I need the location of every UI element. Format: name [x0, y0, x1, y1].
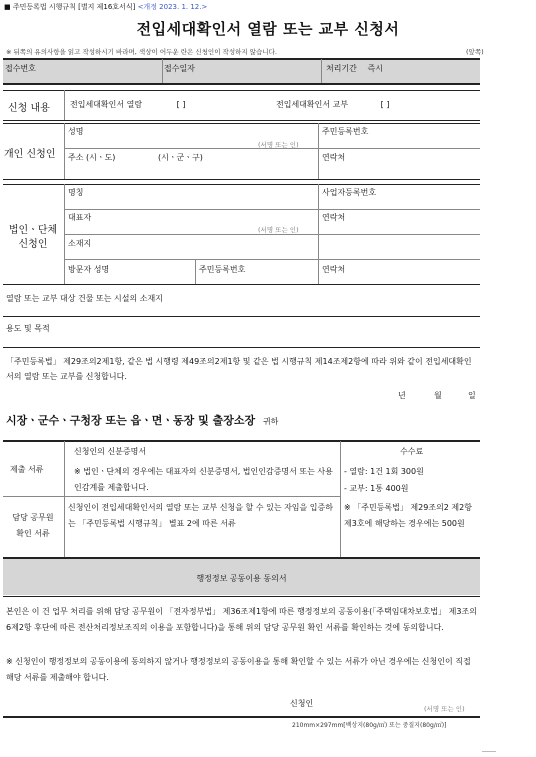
verify-docs-text: 신청인이 전입세대확인서의 열람 또는 교부 신청을 할 수 있는 자임을 입증하는 「주민등록법 시행규칙」 별표 2에 따른 서류	[68, 503, 333, 528]
corporation-sign-hint: (서명 또는 인)	[258, 226, 299, 234]
date-year[interactable]: 년	[398, 391, 406, 400]
page-marker: (앞쪽)	[466, 48, 484, 56]
form-reference: ■ 주민등록법 시행규칙 [별지 제16호서식] <개정 2023. 1. 12.>	[4, 3, 208, 11]
request-view-option[interactable]: 전입세대확인서 열람 [ ]	[70, 100, 186, 109]
view-checkbox[interactable]: [ ]	[176, 100, 186, 109]
individual-name-field[interactable]: 성명	[68, 127, 84, 136]
verify-docs-label: 담당 공무원 확인 서류	[12, 513, 54, 538]
consent-note: ※ 신청인이 행정정보의 공동이용에 동의하지 않거나 행정정보의 공동이용을 통해 확인할 수 있는 서류가 아닌 경우에는 신청인이 직접 해당 서류를 제출해야 합니다.	[6, 657, 471, 682]
addressee: 시장ㆍ군수ㆍ구청장 또는 읍ㆍ면ㆍ동장 및 출장소장 귀하	[6, 414, 279, 427]
corporation-applicant-label: 법인ㆍ단체 신청인	[8, 225, 58, 250]
visitor-contact-field[interactable]: 연락처	[322, 265, 346, 274]
submit-doc-note: ※ 법인ㆍ단체의 경우에는 대표자의 신분증명서, 법인인감증명서 또는 사용인감계를 제출합니다.	[74, 467, 333, 492]
receipt-date: 접수일자	[164, 64, 195, 73]
fee-title: 수수료	[400, 447, 424, 456]
consent-title: 행정정보 공동이용 동의서	[196, 574, 287, 583]
individual-sign-hint: (서명 또는 인)	[258, 141, 299, 149]
target-location-field[interactable]: 열람 또는 교부 대상 건물 또는 시설의 소재지	[6, 294, 163, 303]
visitor-rrn-field[interactable]: 주민등록번호	[199, 265, 246, 274]
purpose-field[interactable]: 용도 및 목적	[6, 324, 50, 333]
individual-rrn-field[interactable]: 주민등록번호	[322, 127, 369, 136]
corporation-location-field[interactable]: 소재지	[68, 239, 92, 248]
business-number-field[interactable]: 사업자등록번호	[322, 188, 377, 197]
page-edge-mark	[482, 751, 496, 752]
receipt-row	[3, 59, 480, 83]
fee-issue: - 교부: 1통 400원	[344, 484, 409, 493]
fee-view: - 열람: 1건 1회 300원	[344, 467, 424, 476]
instruction-notice: ※ 뒤쪽의 유의사항을 읽고 작성하시기 바라며, 색상이 어두운 란은 신청인이 작성하지 않습니다.	[6, 48, 277, 56]
individual-contact-field[interactable]: 연락처	[322, 153, 346, 162]
revision-date: <개정 2023. 1. 12.>	[137, 3, 208, 11]
request-label: 신청 내용	[8, 103, 50, 114]
visitor-name-field[interactable]: 방문자 성명	[68, 265, 110, 274]
corporation-contact-field[interactable]: 연락처	[322, 213, 346, 222]
request-issue-option[interactable]: 전입세대확인서 교부 [ ]	[276, 100, 390, 109]
consent-sign-hint: (서명 또는 인)	[424, 705, 465, 713]
consent-signer[interactable]: 신청인	[290, 699, 314, 708]
corporation-name-field[interactable]: 명칭	[68, 188, 84, 197]
representative-field[interactable]: 대표자	[68, 213, 92, 222]
fee-note: ※ 「주민등록법」 제29조의2 제2항제3호에 해당하는 경우에는 500원	[344, 503, 472, 528]
consent-text: 본인은 이 건 업무 처리를 위해 담당 공무원이 「전자정부법」 제36조제1항에 따른 행정정보의 공동이용(「주택임대차보호법」 제3조의6제2항 후단에 따른 전산처리정보조직의 이용을 포함합니다)을 통해 위의 담당 공무원 확인 서류를 확인하는 것에 동의합니다.	[6, 607, 477, 632]
submit-doc-id: 신청인의 신분증명서	[74, 447, 147, 456]
receipt-number: 접수번호	[5, 64, 36, 73]
issue-checkbox[interactable]: [ ]	[380, 100, 390, 109]
date-month[interactable]: 월	[434, 391, 442, 400]
form-title: 전입세대확인서 열람 또는 교부 신청서	[136, 20, 400, 38]
submit-docs-label: 제출 서류	[10, 465, 44, 474]
application-statement: 「주민등록법」 제29조의2제1항, 같은 법 시행령 제49조의2제1항 및 같은 법 시행규칙 제14조제2항에 따라 위와 같이 전입세대확인서의 열람 또는 교부를 신청합니다.	[6, 357, 472, 381]
processing-period: 처리기간 즉시	[326, 64, 383, 73]
paper-spec: 210mm×297mm[백상지(80g/㎡) 또는 중질지(80g/㎡)]	[292, 722, 447, 729]
date-day[interactable]: 일	[468, 391, 476, 400]
individual-applicant-label: 개인 신청인	[4, 149, 56, 160]
individual-address-field[interactable]: 주소 (시ㆍ도) (시ㆍ군ㆍ구)	[68, 153, 203, 162]
